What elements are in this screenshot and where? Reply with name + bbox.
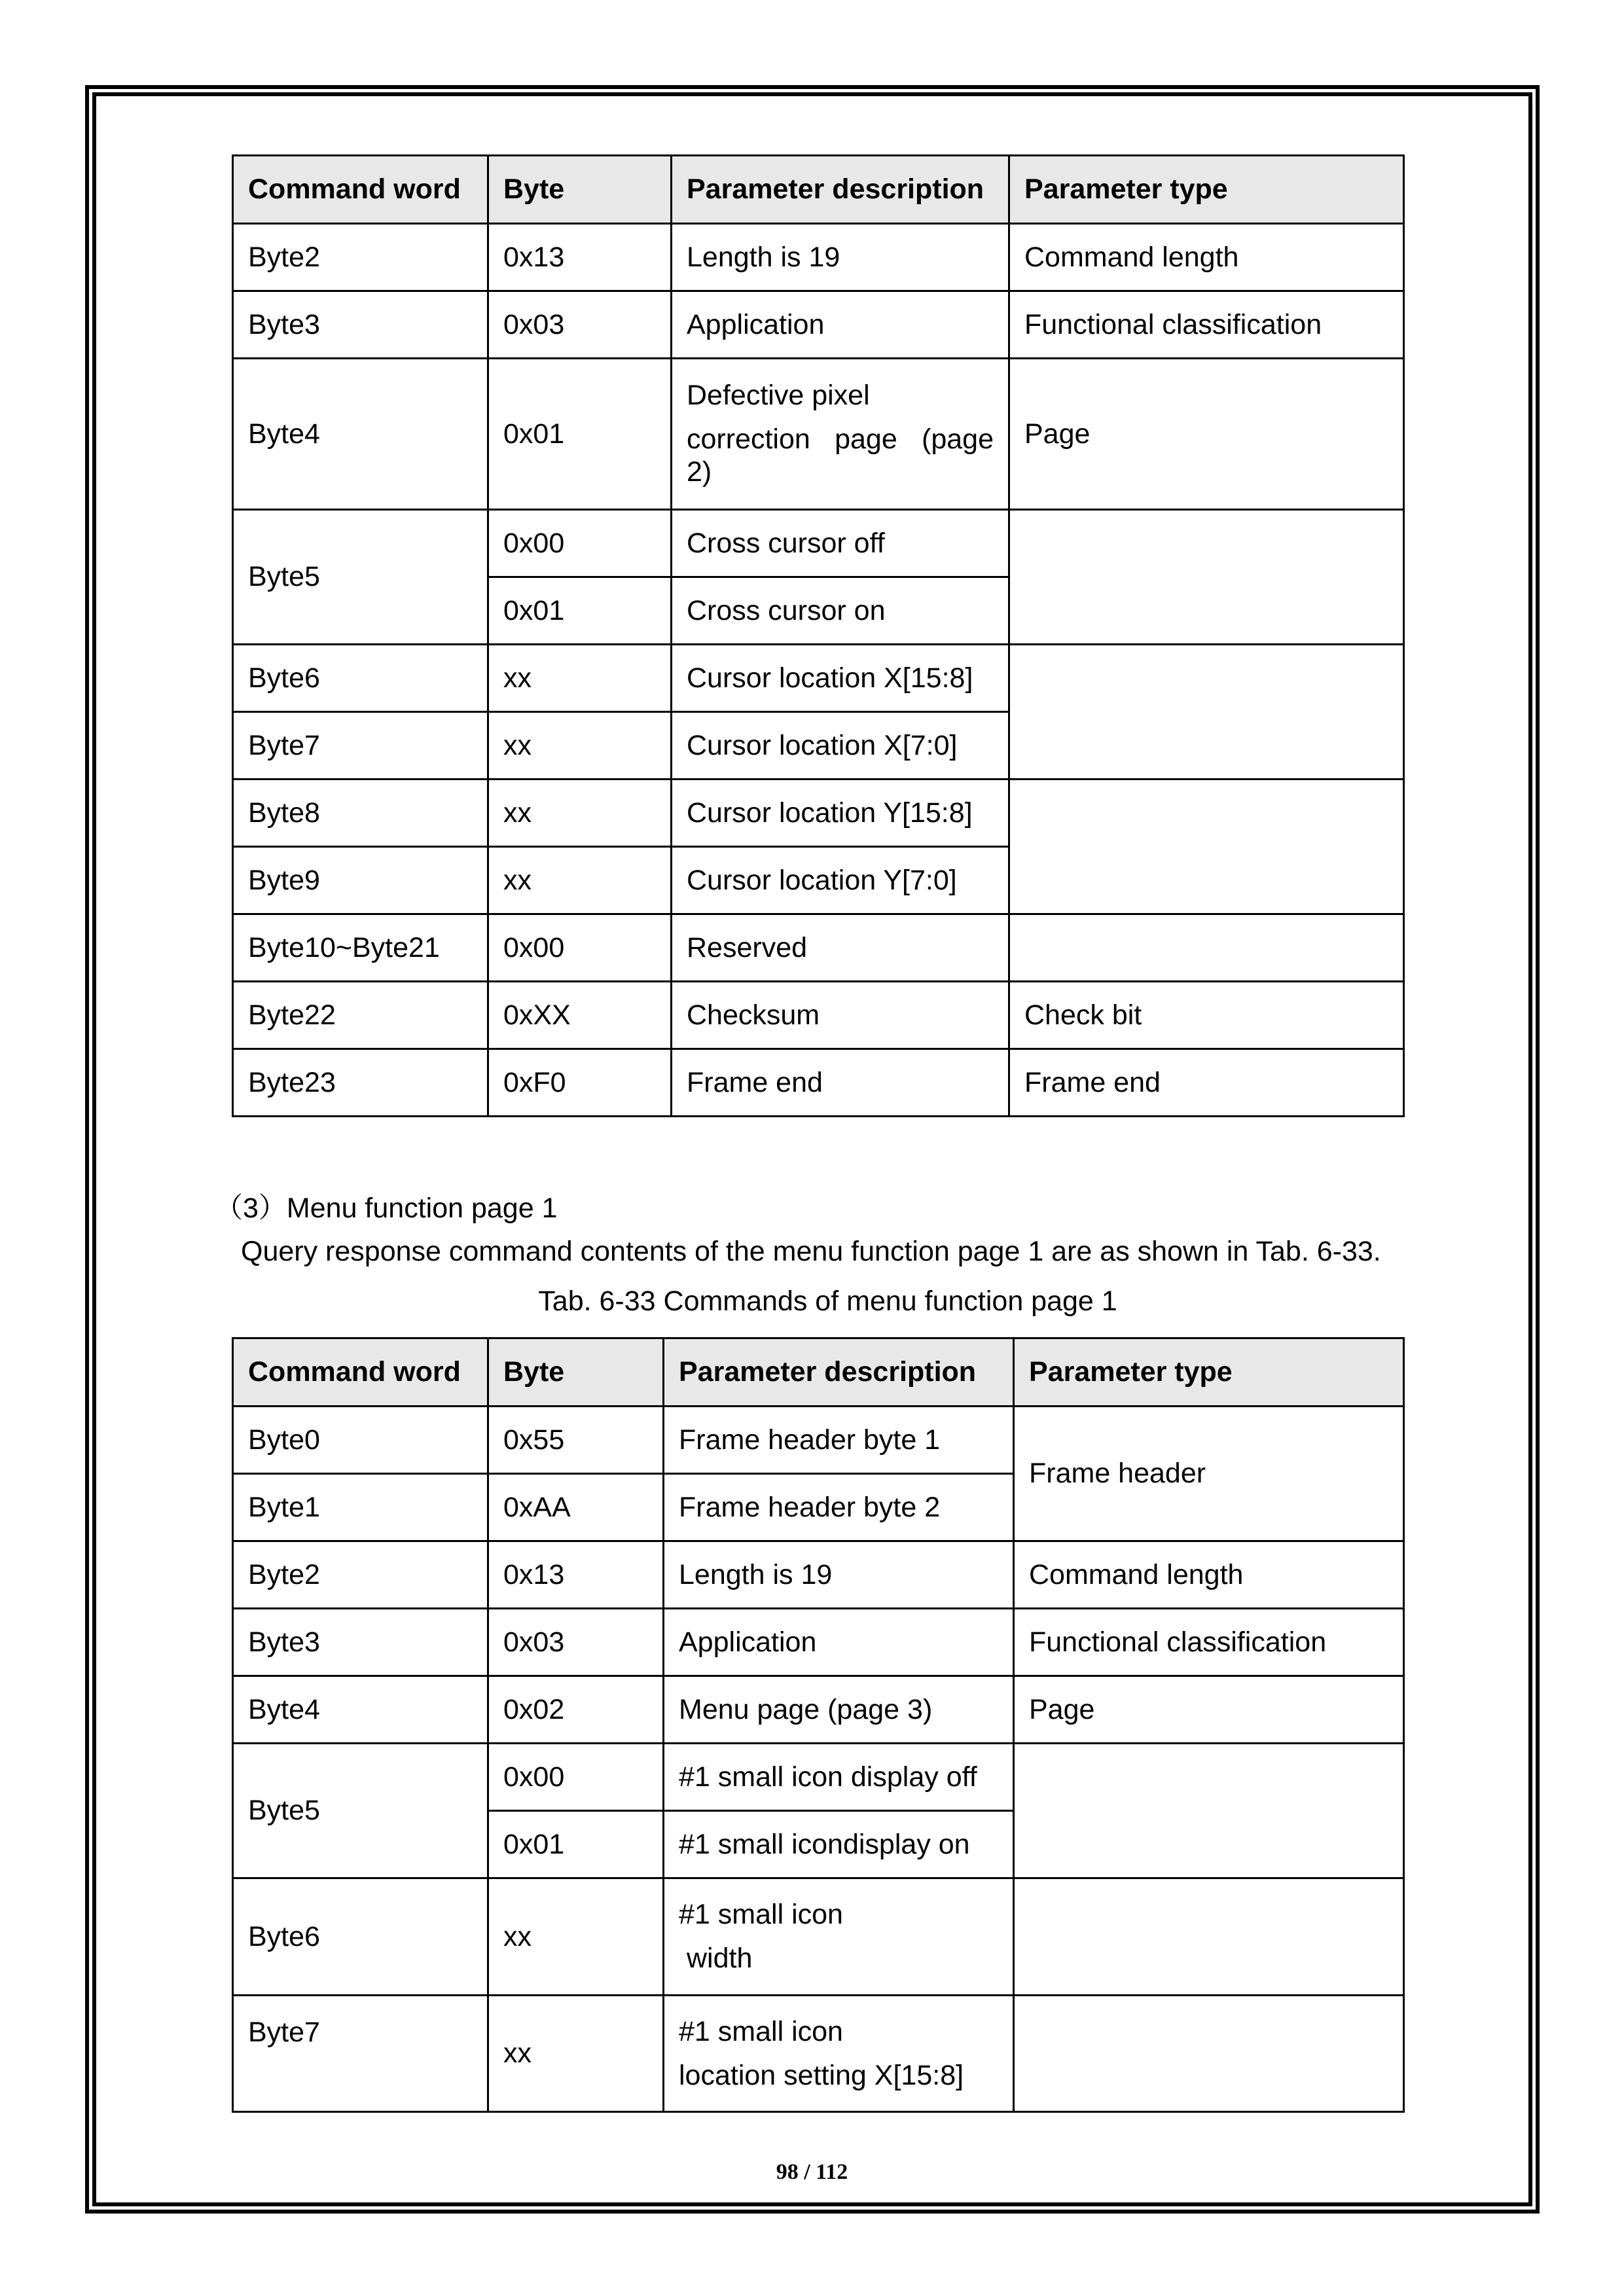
cell-description: Cross cursor off xyxy=(672,510,1009,577)
cell-description xyxy=(664,1878,1014,1996)
header-parameter-description: Parameter description xyxy=(664,1338,1014,1407)
cell-type xyxy=(1014,1878,1404,1996)
cell-byte: 0x13 xyxy=(488,1541,664,1609)
header-parameter-description: Parameter description xyxy=(672,156,1009,224)
table-header-row xyxy=(233,1338,1404,1407)
cell-type xyxy=(1009,645,1404,780)
command-table-menu-function-page-1 xyxy=(232,1337,1405,2113)
cell-type: Frame end xyxy=(1009,1049,1404,1117)
table-row xyxy=(233,645,1404,712)
cell-command-word: Byte22 xyxy=(233,982,488,1049)
table-row xyxy=(233,359,1404,510)
cell-command-word: Byte5 xyxy=(233,1744,488,1878)
table-row xyxy=(233,1609,1404,1676)
cell-description xyxy=(672,359,1009,510)
cell-byte: 0x01 xyxy=(488,359,672,510)
cell-type xyxy=(1014,1996,1404,2112)
table-row xyxy=(233,1744,1404,1811)
cell-command-word: Byte5 xyxy=(233,510,488,645)
cell-description: Menu page (page 3) xyxy=(664,1676,1014,1744)
table-row xyxy=(233,291,1404,359)
cell-byte: 0x02 xyxy=(488,1676,664,1744)
cell-description: Cursor location X[15:8] xyxy=(672,645,1009,712)
cell-byte: 0xXX xyxy=(488,982,672,1049)
cell-description: Application xyxy=(664,1609,1014,1676)
table-row xyxy=(233,1541,1404,1609)
description-line: #1 small icon xyxy=(679,2015,843,2047)
cell-description: Cross cursor on xyxy=(672,577,1009,645)
header-command-word: Command word xyxy=(233,1338,488,1407)
table-row xyxy=(233,1878,1404,1996)
cell-description: Application xyxy=(672,291,1009,359)
cell-byte: 0x55 xyxy=(488,1407,664,1474)
table-row xyxy=(233,1996,1404,2112)
cell-type xyxy=(1009,510,1404,645)
table-caption-text: Tab. 6-33 Commands of menu function page 1 xyxy=(538,1285,1117,1317)
header-parameter-type: Parameter type xyxy=(1014,1338,1404,1407)
cell-type xyxy=(1014,1744,1404,1878)
header-parameter-type: Parameter type xyxy=(1009,156,1404,224)
cell-command-word: Byte2 xyxy=(233,1541,488,1609)
cell-byte: 0xF0 xyxy=(488,1049,672,1117)
table-caption xyxy=(0,1285,1624,1318)
table-row xyxy=(233,224,1404,291)
cell-type xyxy=(1009,914,1404,982)
cell-command-word: Byte1 xyxy=(233,1474,488,1541)
cell-byte: 0x13 xyxy=(488,224,672,291)
description-line: 2) xyxy=(687,456,712,488)
cell-type: Page xyxy=(1009,359,1404,510)
description-line: location setting X[15:8] xyxy=(679,2059,964,2091)
cell-type: Functional classification xyxy=(1009,291,1404,359)
cell-command-word: Byte8 xyxy=(233,780,488,847)
cell-command-word: Byte4 xyxy=(233,359,488,510)
table-row xyxy=(233,1676,1404,1744)
table-row xyxy=(233,780,1404,847)
cell-command-word: Byte3 xyxy=(233,291,488,359)
cell-command-word: Byte2 xyxy=(233,224,488,291)
section-paragraph: Query response command contents of the menu function page 1 are as shown in Tab. 6-33. xyxy=(241,1236,1381,1267)
cell-description: #1 small icon display off xyxy=(664,1744,1014,1811)
header-command-word: Command word xyxy=(233,156,488,224)
table-row xyxy=(233,1049,1404,1117)
cell-description xyxy=(664,1996,1014,2112)
cell-command-word: Byte7 xyxy=(233,712,488,780)
cell-description: Length is 19 xyxy=(664,1541,1014,1609)
cell-description: Frame header byte 2 xyxy=(664,1474,1014,1541)
cell-command-word: Byte0 xyxy=(233,1407,488,1474)
cell-byte: xx xyxy=(488,645,672,712)
cell-type xyxy=(1009,780,1404,914)
cell-type: Functional classification xyxy=(1014,1609,1404,1676)
description-line: correction page (page xyxy=(687,423,994,455)
cell-byte: 0x00 xyxy=(488,1744,664,1811)
cell-command-word: Byte10~Byte21 xyxy=(233,914,488,982)
cell-type: Check bit xyxy=(1009,982,1404,1049)
cell-description: Cursor location X[7:0] xyxy=(672,712,1009,780)
section-heading: （3）Menu function page 1 xyxy=(215,1193,558,1224)
cell-description: #1 small icondisplay on xyxy=(664,1811,1014,1878)
cell-byte: 0x00 xyxy=(488,510,672,577)
cell-byte: 0x03 xyxy=(488,291,672,359)
cell-command-word: Byte6 xyxy=(233,645,488,712)
cell-command-word: Byte23 xyxy=(233,1049,488,1117)
cell-byte: xx xyxy=(488,780,672,847)
table-row xyxy=(233,510,1404,577)
cell-description: Length is 19 xyxy=(672,224,1009,291)
header-byte: Byte xyxy=(488,1338,664,1407)
cell-command-word: Byte3 xyxy=(233,1609,488,1676)
table-row xyxy=(233,1407,1404,1474)
cell-byte: xx xyxy=(488,1996,664,2112)
command-table-defective-pixel xyxy=(232,154,1405,1117)
table-header-row xyxy=(233,156,1404,224)
cell-command-word: Byte7 xyxy=(233,1996,488,2112)
cell-type: Frame header xyxy=(1014,1407,1404,1541)
cell-command-word: Byte6 xyxy=(233,1878,488,1996)
cell-description: Frame header byte 1 xyxy=(664,1407,1014,1474)
cell-command-word: Byte4 xyxy=(233,1676,488,1744)
cell-byte: 0x01 xyxy=(488,1811,664,1878)
cell-byte: xx xyxy=(488,1878,664,1996)
cell-description: Cursor location Y[15:8] xyxy=(672,780,1009,847)
cell-byte: 0xAA xyxy=(488,1474,664,1541)
cell-byte: xx xyxy=(488,712,672,780)
cell-description: Cursor location Y[7:0] xyxy=(672,847,1009,914)
description-line: #1 small icon xyxy=(679,1899,843,1931)
cell-byte: 0x03 xyxy=(488,1609,664,1676)
cell-type: Command length xyxy=(1009,224,1404,291)
cell-byte: xx xyxy=(488,847,672,914)
description-line: Defective pixel xyxy=(687,379,870,411)
cell-description: Reserved xyxy=(672,914,1009,982)
table-row xyxy=(233,914,1404,982)
header-byte: Byte xyxy=(488,156,672,224)
cell-byte: 0x00 xyxy=(488,914,672,982)
cell-command-word: Byte9 xyxy=(233,847,488,914)
table-row xyxy=(233,982,1404,1049)
description-line: width xyxy=(687,1943,753,1974)
page-number: 98 / 112 xyxy=(776,2160,848,2184)
cell-byte: 0x01 xyxy=(488,577,672,645)
cell-type: Page xyxy=(1014,1676,1404,1744)
cell-description: Checksum xyxy=(672,982,1009,1049)
cell-type: Command length xyxy=(1014,1541,1404,1609)
cell-description: Frame end xyxy=(672,1049,1009,1117)
